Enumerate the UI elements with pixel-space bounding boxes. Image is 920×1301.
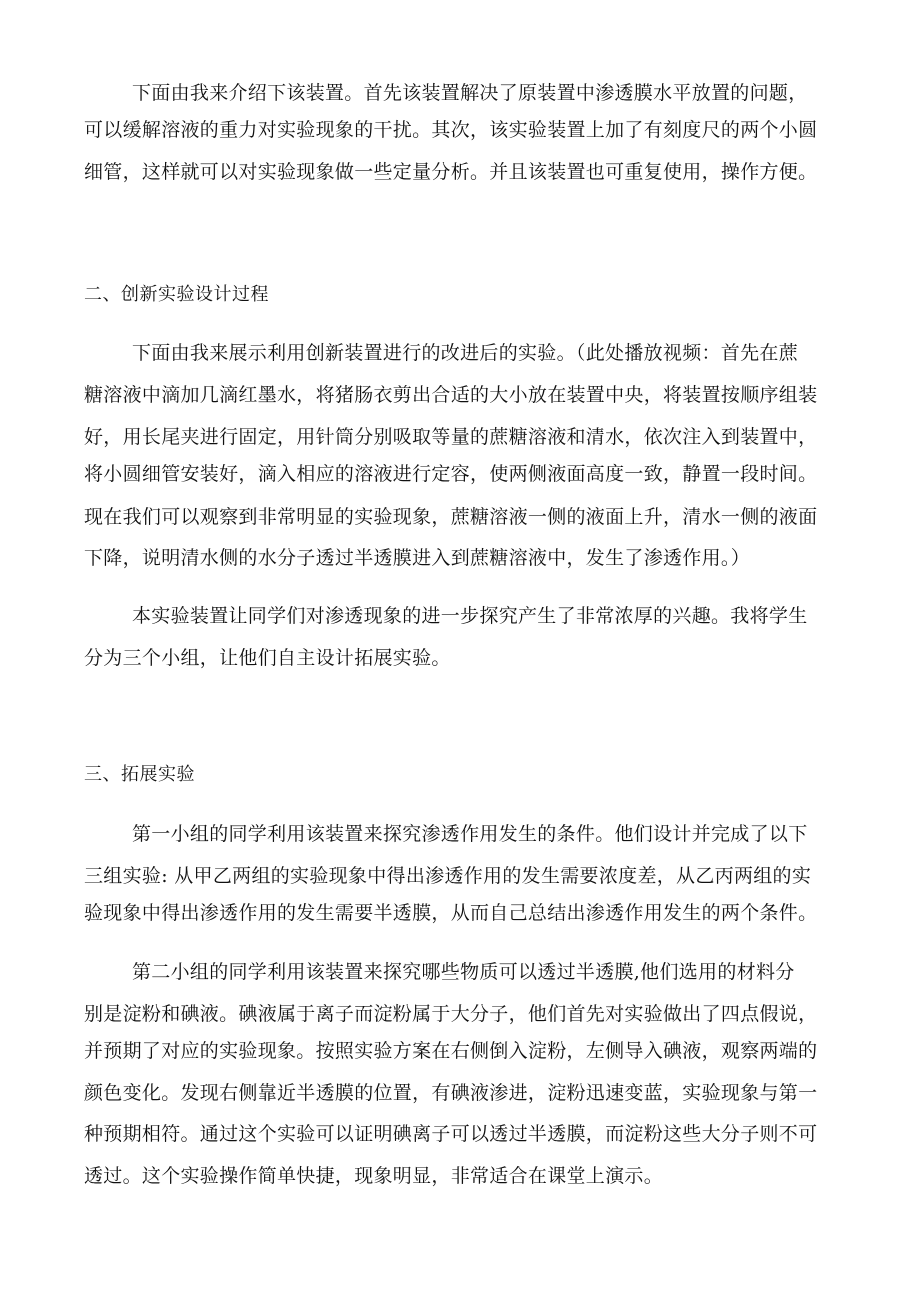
text-line: 本实验装置让同学们对渗透现象的进一步探究产生了非常浓厚的兴趣。我将学生 <box>132 605 808 627</box>
text-line: 下降，说明清水侧的水分子透过半透膜进入到蔗糖溶液中，发生了渗透作用。） <box>84 547 751 569</box>
text-line: 下面由我来介绍下该装置。首先该装置解决了原装置中渗透膜水平放置的问题， <box>132 82 808 104</box>
text-line: 并预期了对应的实验现象。按照实验方案在右侧倒入淀粉，左侧导入碘液，观察两端的 <box>84 1040 818 1062</box>
text-line: 别是淀粉和碘液。碘液属于离子而淀粉属于大分子，他们首先对实验做出了四点假说， <box>84 1003 818 1025</box>
text-line: 现在我们可以观察到非常明显的实验现象，蔗糖溶液一侧的液面上升，清水一侧的液面 <box>84 506 818 528</box>
text-line: 好，用长尾夹进行固定，用针筒分别吸取等量的蔗糖溶液和清水，依次注入到装置中， <box>84 426 818 448</box>
text-line: 颜色变化。发现右侧靠近半透膜的位置，有碘液渗进，淀粉迅速变蓝，实验现象与第一 <box>84 1082 818 1104</box>
section-heading-2: 二、创新实验设计过程 <box>84 284 269 305</box>
text-line: 细管，这样就可以对实验现象做一些定量分析。并且该装置也可重复使用，操作方便。 <box>84 161 818 183</box>
text-line: 下面由我来展示利用创新装置进行的改进后的实验。（此处播放视频：首先在蔗 <box>132 342 799 364</box>
section-heading-3: 三、拓展实验 <box>84 764 195 785</box>
text-line: 将小圆细管安装好，滴入相应的溶液进行定容，使两侧液面高度一致，静置一段时间。 <box>84 463 818 485</box>
text-line: 第二小组的同学利用该装置来探究哪些物质可以透过半透膜,他们选用的材料分 <box>132 961 795 983</box>
text-line: 第一小组的同学利用该装置来探究渗透作用发生的条件。他们设计并完成了以下 <box>132 823 808 845</box>
text-line: 糖溶液中滴加几滴红墨水，将猪肠衣剪出合适的大小放在装置中央，将装置按顺序组装 <box>84 384 818 406</box>
text-line: 分为三个小组，让他们自主设计拓展实验。 <box>84 647 451 669</box>
text-line: 可以缓解溶液的重力对实验现象的干扰。其次，该实验装置上加了有刻度尺的两个小圆 <box>84 119 818 141</box>
text-line: 透过。这个实验操作简单快捷，现象明显，非常适合在课堂上演示。 <box>84 1165 664 1187</box>
text-line: 种预期相符。通过这个实验可以证明碘离子可以透过半透膜，而淀粉这些大分子则不可 <box>84 1123 818 1145</box>
text-line: 三组实验: 从甲乙两组的实验现象中得出渗透作用的发生需要浓度差，从乙丙两组的实 <box>84 865 812 887</box>
text-line: 验现象中得出渗透作用的发生需要半透膜，从而自己总结出渗透作用发生的两个条件。 <box>84 902 818 924</box>
